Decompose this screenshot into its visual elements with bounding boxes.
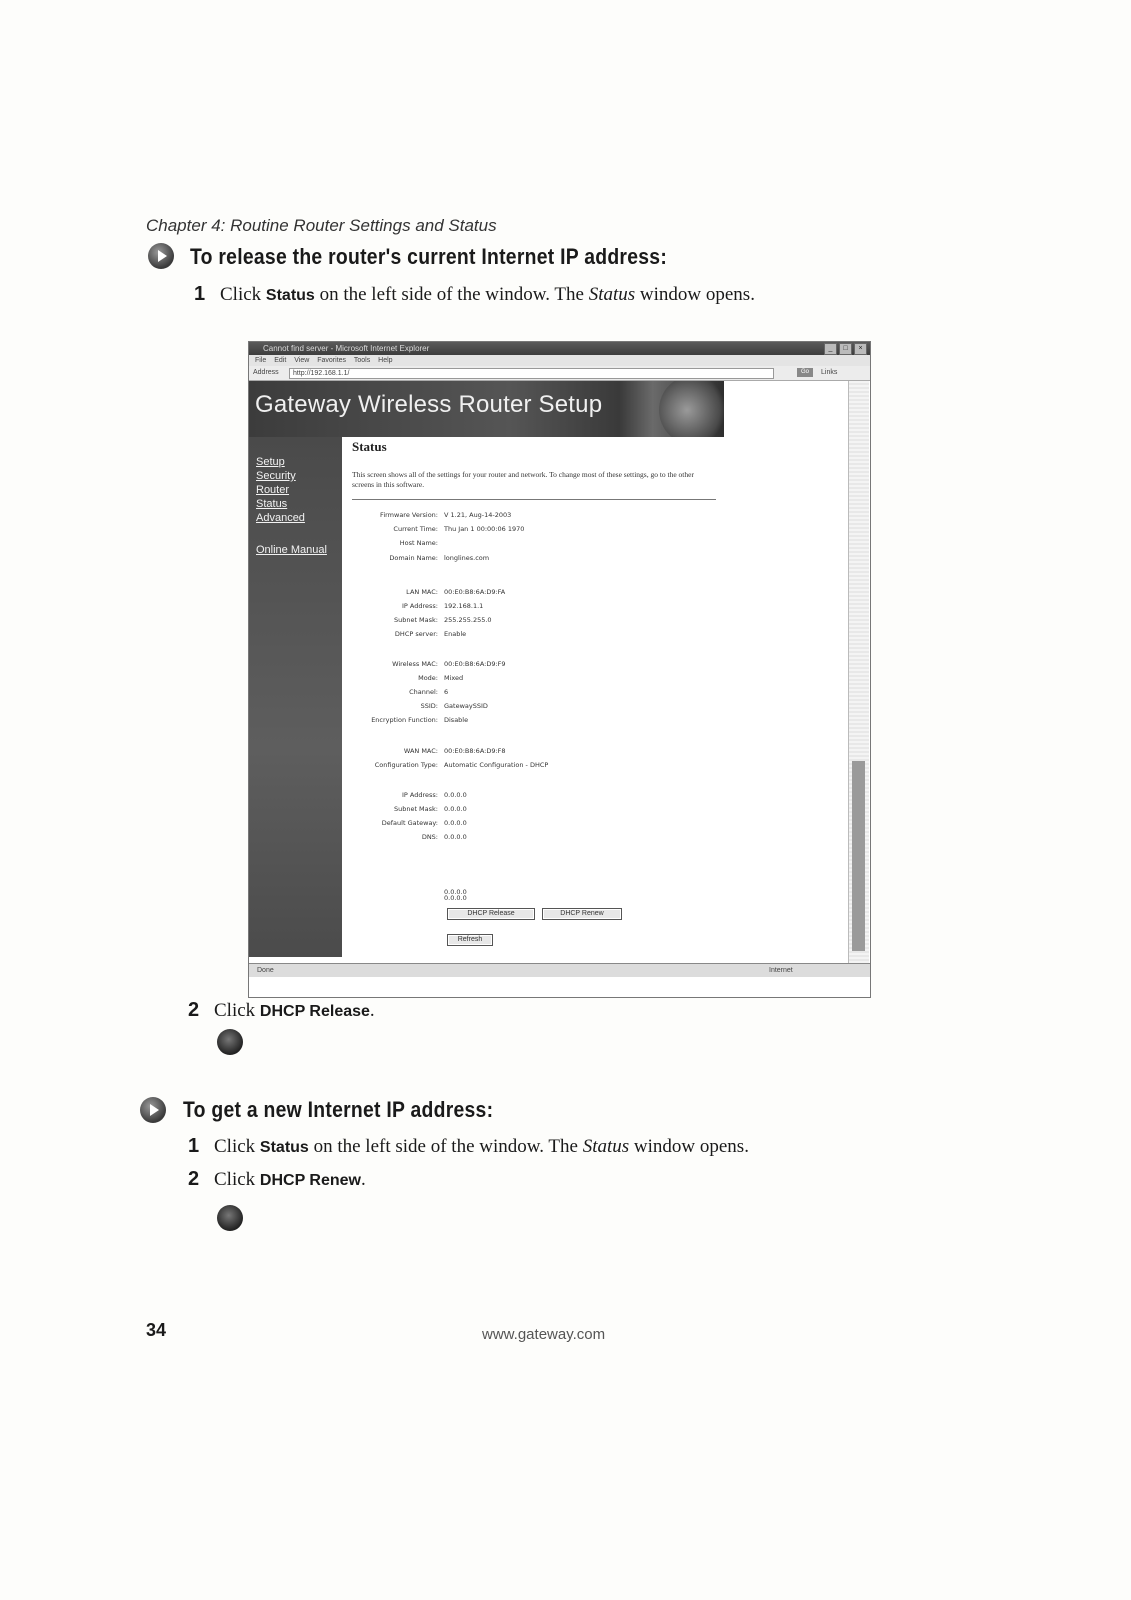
step-text: on the left side of the window. The — [308, 1136, 583, 1157]
status-row-value: 0.0.0.0 — [444, 791, 467, 799]
banner-globe-icon — [659, 381, 724, 437]
nav-item-setup[interactable]: Setup — [256, 456, 285, 468]
address-input[interactable]: http://192.168.1.1/ — [289, 368, 774, 379]
menu-item-tools[interactable]: Tools — [353, 357, 371, 364]
status-row — [352, 601, 752, 611]
menu-item-edit[interactable]: Edit — [274, 357, 287, 364]
status-row-value: 255.255.255.0 — [444, 616, 492, 624]
status-row-label: IP Address: — [402, 602, 438, 610]
status-row-label: Wireless MAC: — [392, 660, 438, 668]
status-row-label: WAN MAC: — [403, 747, 438, 755]
step-1-release — [194, 283, 755, 306]
status-row-value: Automatic Configuration - DHCP — [444, 761, 549, 769]
procedure-arrow-icon — [140, 1097, 166, 1123]
status-row-label: SSID: — [420, 702, 438, 710]
browser-status-bar — [249, 963, 870, 977]
step-2-release — [188, 999, 375, 1022]
status-zone-text: Internet — [769, 967, 793, 974]
nav-item-router[interactable]: Router — [256, 484, 290, 496]
status-row-label: Subnet Mask: — [393, 805, 438, 813]
step-text: window opens. — [629, 1136, 749, 1157]
status-row-value: 192.168.1.1 — [444, 602, 484, 610]
status-row-label: Firmware Version: — [380, 511, 438, 519]
step-text: Click — [214, 1169, 260, 1190]
step-bold-term: Status — [259, 1139, 309, 1156]
status-row-label: Channel: — [409, 688, 438, 696]
status-row-label: Domain Name: — [389, 554, 438, 562]
step-bold-term: Status — [265, 287, 315, 304]
step-number: 2 — [188, 999, 200, 1021]
status-row-value: 0.0.0.0 — [444, 833, 467, 841]
status-row — [352, 510, 752, 520]
status-row-value: 00:E0:B8:6A:D9:FA — [444, 588, 506, 596]
status-row-label: Configuration Type: — [374, 761, 438, 769]
status-row-label: IP Address: — [402, 791, 438, 799]
step-number: 1 — [188, 1135, 200, 1157]
step-2-renew — [188, 1168, 366, 1191]
divider — [352, 499, 716, 500]
scrollbar-thumb[interactable] — [852, 761, 865, 951]
menu-item-view[interactable]: View — [294, 357, 310, 364]
status-row — [352, 715, 752, 725]
close-icon[interactable]: × — [854, 343, 867, 355]
status-row — [352, 687, 752, 697]
browser-title: Cannot find server - Microsoft Internet Explorer — [263, 344, 430, 353]
nav-item-online-manual[interactable]: Online Manual — [256, 544, 327, 556]
step-bold-term: DHCP Renew — [259, 1172, 361, 1189]
procedure-arrow-icon — [148, 243, 174, 269]
status-row-value: GatewaySSID — [444, 702, 488, 710]
status-done-text: Done — [257, 967, 274, 974]
footer-url: www.gateway.com — [482, 1326, 606, 1343]
procedure-title-release: To release the router's current Internet IP address: — [190, 244, 668, 269]
status-row-label: Current Time: — [393, 525, 438, 533]
page-number: 34 — [146, 1320, 167, 1340]
status-row — [352, 587, 752, 597]
step-italic-term: Status — [582, 1136, 630, 1157]
status-row-value: Disable — [444, 716, 469, 724]
status-row-label: Host Name: — [399, 539, 438, 547]
status-content — [352, 437, 852, 957]
status-row-value: 00:E0:B8:6A:D9:F8 — [444, 747, 506, 755]
minimize-icon[interactable]: _ — [824, 343, 837, 355]
procedure-title-renew: To get a new Internet IP address: — [183, 1097, 494, 1122]
status-row-value: longlines.com — [444, 554, 490, 562]
menu-item-favorites[interactable]: Favorites — [317, 357, 347, 364]
status-row-label: Default Gateway: — [381, 819, 438, 827]
status-row-value: Mixed — [444, 674, 464, 682]
status-row-label: Mode: — [418, 674, 438, 682]
step-text: Click — [220, 284, 266, 305]
status-row-label: Encryption Function: — [371, 716, 438, 724]
status-row — [352, 615, 752, 625]
router-status-screenshot — [248, 341, 871, 998]
address-label: Address — [253, 369, 279, 376]
dns-value-2: 0.0.0.0 — [444, 888, 467, 896]
status-row — [352, 629, 752, 639]
banner-title: Gateway Wireless Router Setup — [255, 391, 603, 418]
status-description: This screen shows all of the settings for your router and network. To change most of these settings, go to the other screens in this software. — [352, 470, 694, 489]
vertical-scrollbar[interactable] — [848, 381, 869, 963]
status-row — [352, 538, 752, 548]
status-row — [352, 701, 752, 711]
dhcp-renew-button[interactable]: DHCP Renew — [542, 908, 622, 920]
refresh-button[interactable]: Refresh — [447, 934, 493, 946]
step-number: 2 — [188, 1168, 200, 1190]
step-text: . — [360, 1169, 366, 1190]
go-button[interactable]: Go — [797, 368, 813, 377]
step-text: on the left side of the window. The — [314, 284, 589, 305]
step-text: Click — [214, 1136, 260, 1157]
status-row-label: DHCP server: — [394, 630, 438, 638]
status-row — [352, 659, 752, 669]
dns-value-3: 0.0.0.0 — [444, 894, 467, 902]
status-page-title: Status — [352, 439, 387, 454]
step-number: 1 — [194, 283, 206, 305]
browser-menu-bar — [249, 355, 870, 366]
browser-title-bar — [249, 342, 870, 355]
step-italic-term: Status — [588, 284, 636, 305]
status-row — [352, 760, 752, 770]
step-bold-term: DHCP Release — [259, 1003, 370, 1020]
status-row — [352, 832, 752, 842]
end-of-procedure-icon — [217, 1205, 243, 1231]
router-side-nav — [249, 437, 342, 957]
status-row — [352, 553, 752, 563]
menu-item-help[interactable]: Help — [378, 357, 393, 364]
status-row-value: 00:E0:B8:6A:D9:F9 — [444, 660, 506, 668]
window-controls — [824, 343, 867, 355]
step-1-renew — [188, 1135, 749, 1158]
status-row-value: V 1.21, Aug-14-2003 — [444, 511, 512, 519]
status-row-label: LAN MAC: — [406, 588, 438, 596]
status-row-label: Subnet Mask: — [393, 616, 438, 624]
status-row-value: 0.0.0.0 — [444, 819, 467, 827]
status-row-value: Thu Jan 1 00:00:06 1970 — [444, 525, 525, 533]
chapter-heading: Chapter 4: Routine Router Settings and Status — [146, 216, 497, 235]
end-of-procedure-icon — [217, 1029, 243, 1055]
links-button[interactable]: Links — [821, 369, 838, 376]
address-bar — [249, 366, 870, 381]
step-text: window opens. — [635, 284, 755, 305]
nav-item-advanced[interactable]: Advanced — [256, 512, 305, 524]
nav-item-security[interactable]: Security — [256, 470, 296, 482]
status-row-value: Enable — [444, 630, 467, 638]
status-row — [352, 746, 752, 756]
status-row — [352, 804, 752, 814]
status-row — [352, 673, 752, 683]
maximize-icon[interactable]: □ — [839, 343, 852, 355]
status-row-label: DNS: — [421, 833, 438, 841]
status-row-value: 6 — [444, 688, 449, 696]
status-row — [352, 790, 752, 800]
dhcp-release-button[interactable]: DHCP Release — [447, 908, 535, 920]
status-row — [352, 818, 752, 828]
status-row-value: 0.0.0.0 — [444, 805, 467, 813]
step-text: . — [369, 1000, 375, 1021]
router-banner — [249, 381, 724, 437]
nav-item-status[interactable]: Status — [256, 498, 288, 510]
step-text: Click — [214, 1000, 260, 1021]
status-row — [352, 524, 752, 534]
menu-item-file[interactable]: File — [255, 357, 267, 364]
